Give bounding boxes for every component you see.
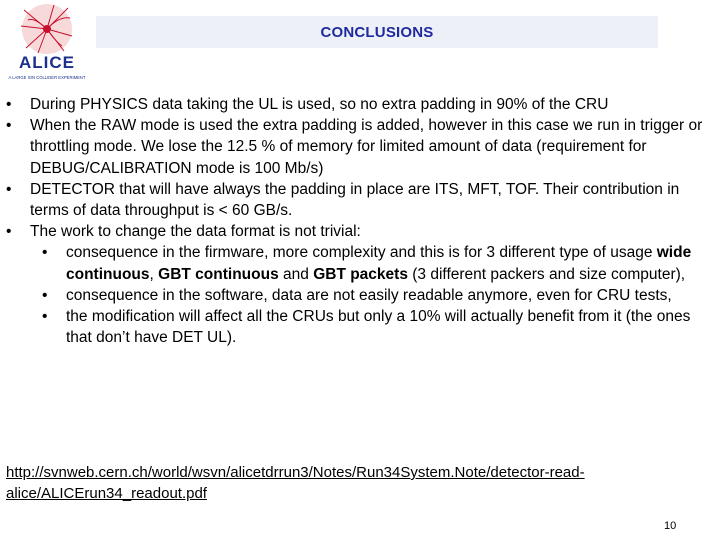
sub-bullet-text: consequence in the firmware, more complexity and this is for 3 different type of usage wide continuous, GBT continuous and GBT packets (3 different packers and size computer),: [66, 244, 692, 283]
sub-bullet-dot: •: [42, 308, 48, 326]
bullet-list: [6, 94, 714, 348]
page-number: 10: [664, 520, 677, 532]
bullet-text: When the RAW mode is used the extra padding is added, however in this case we run in trigger or throttling mode. We lose the 12.5 % of memory for limited amount of data (requirement for DEBUG/CALIBRATION mode is 100 Mb/s): [30, 117, 703, 177]
bullet-dot: •: [6, 223, 12, 241]
emphasis-gbt-continuous: GBT continuous: [158, 265, 279, 283]
bullet-dot: •: [6, 117, 12, 135]
emphasis-wide-continuous: wide continuous: [66, 244, 692, 283]
bullet-item: [6, 179, 714, 221]
bullet-dot: •: [6, 180, 12, 198]
slide-title-text: CONCLUSIONS: [320, 23, 434, 41]
bullet-dot: •: [6, 96, 12, 113]
alice-logo: [4, 2, 90, 84]
sub-bullet-item: [6, 306, 714, 348]
bullet-item: [6, 221, 714, 242]
bullet-text: The work to change the data format is not trivial:: [30, 223, 361, 241]
bullet-text: DETECTOR that will have always the padding in place are ITS, MFT, TOF. Their contribution in terms of data throughput is < 60 GB/s.: [30, 180, 680, 220]
slide-title: [96, 16, 658, 48]
emphasis-gbt-packets: GBT packets: [313, 265, 408, 283]
sub-bullet-item: [6, 285, 714, 306]
sub-bullet-dot: •: [42, 244, 48, 262]
logo-text: ALICE: [19, 53, 75, 72]
alice-logo-graphic: [4, 2, 90, 84]
sub-bullet-text: the modification will affect all the CRUs but only a 10% will actually benefit from it (the ones that don’t have DET UL).: [66, 308, 691, 347]
bullet-item: [6, 94, 714, 115]
readout-note-link[interactable]: http://svnweb.cern.ch/world/wsvn/alicetdrrun3/Notes/Run34System.Note/detector-read-alice/ALICErun34_readout.pdf: [6, 464, 585, 502]
sub-bullet-dot: •: [42, 286, 48, 304]
logo-subtitle: A LARGE ION COLLIDER EXPERIMENT: [8, 75, 86, 80]
sub-bullet-item: [6, 242, 714, 284]
bullet-text: During PHYSICS data taking the UL is used, so no extra padding in 90% of the CRU: [30, 96, 609, 113]
sub-bullet-text: consequence in the software, data are not easily readable anymore, even for CRU tests,: [66, 286, 672, 304]
bullet-item: [6, 115, 714, 179]
